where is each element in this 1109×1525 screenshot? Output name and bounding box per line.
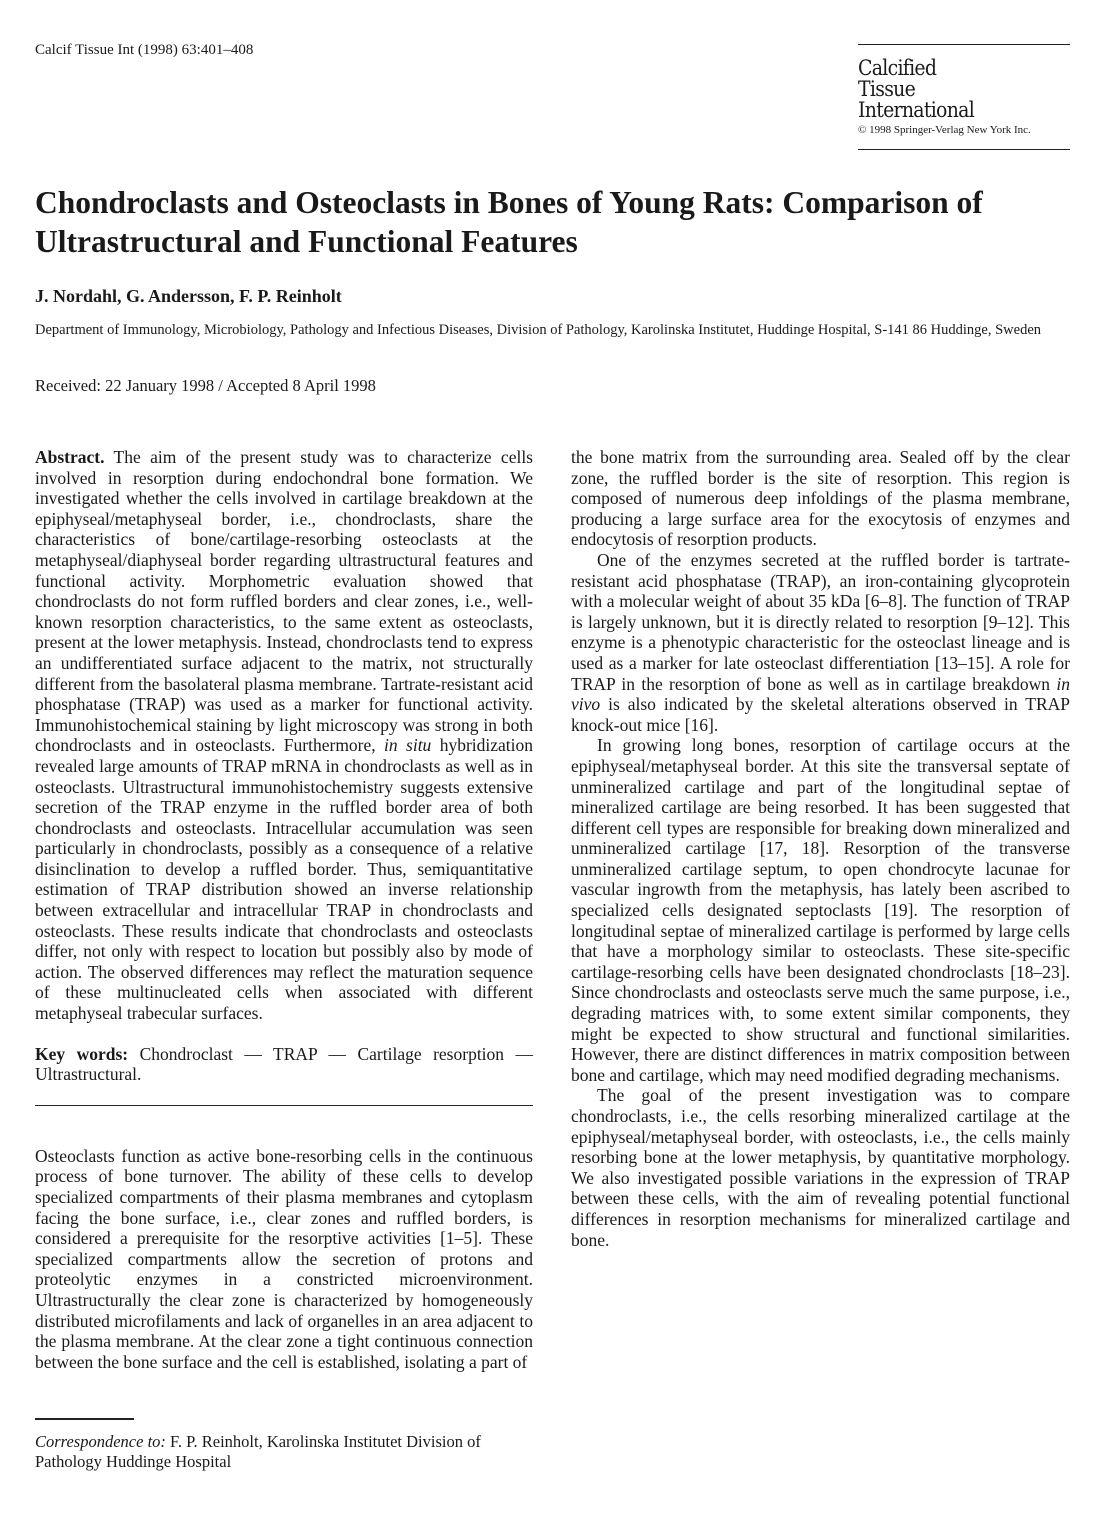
abstract-text: hybridization revealed large amounts of TRAP mRNA in chondroclasts as well as in osteoclasts. Ultrastructural immunohistochemistry suggests extensive secretion of the TRAP enzyme in the ruffled border area of both chondroclasts and osteoclasts. Intracellular accumulation was seen particularly in chondroclasts, possibly as a consequence of a relative disinclination to develop a ruffled border. Thus, semiquantitative estimation of TRAP distribution showed an inverse relationship between extracellular and intracellular TRAP in chondroclasts and osteoclasts. These results indicate that chondroclasts and osteoclasts differ, not only with respect to location but possibly also by mode of action. The observed differences may reflect the maturation sequence of these multinucleated cells when associated with different metaphyseal trabecular surfaces.: [35, 735, 533, 1024]
received-dates: Received: 22 January 1998 / Accepted 8 April 1998: [35, 376, 376, 395]
correspondence-footnote: [35, 1432, 533, 1472]
body-paragraph: In growing long bones, resorption of cartilage occurs at the epiphyseal/metaphyseal border. At this site the transversal septate of unmineralized cartilage and part of the longitudinal septae of mineralized cartilage are being resorbed. It has been suggested that different cell types are responsible for breaking down mineralized and unmineralized cartilage [17, 18]. Resorption of the transverse unmineralized cartilage septum, to open chondrocyte lacunae for vascular ingrowth from the metaphysis, has lately been ascribed to specialized cells designated septoclasts [19]. The resorption of longitudinal septae of mineralized cartilage is performed by large cells that have a morphology similar to osteoclasts. These site-specific cartilage-resorbing cells have been designated chondroclasts [18–23]. Since chondroclasts and osteoclasts serve much the same purpose, i.e., degrading matrices with, to some extent similar components, they might be expected to show structural and functional similarities. However, there are distinct differences in matrix composition between bone and cartilage, which may need modified degrading mechanisms.: [571, 735, 1070, 1085]
body-paragraph: [571, 550, 1070, 735]
abstract-text: The aim of the present study was to characterize cells involved in resorption during endochondral bone formation. We investigated whether the cells involved in cartilage breakdown at the epiphyseal/metaphyseal border, i.e., chondroclasts, share the characteristics of bone/cartilage-resorbing osteoclasts at the metaphyseal/diaphyseal border regarding ultrastructural features and functional activity. Morphometric evaluation showed that chondroclasts do not form ruffled borders and clear zones, i.e., well-known resorption characteristics, to the same extent as osteoclasts, present at the lower metaphysis. Instead, chondroclasts tend to express an undifferentiated surface adjacent to the matrix, not structurally different from the basolateral plasma membrane. Tartrate-resistant acid phosphatase (TRAP) was used as a marker for functional activity. Immunohistochemical staining by light microscopy was strong in both chondroclasts and in osteoclasts. Furthermore,: [35, 447, 533, 756]
abstract-label: Abstract.: [35, 447, 105, 467]
left-column: [35, 447, 533, 1372]
author-list: J. Nordahl, G. Andersson, F. P. Reinholt: [35, 286, 342, 306]
intro-paragraph: Osteoclasts function as active bone-resorbing cells in the continuous process of bone turnover. The ability of these cells to develop specialized compartments of their plasma membranes and cytoplasm facing the bone surface, i.e., clear zones and ruffled borders, is considered a prerequisite for the resorptive activities [1–5]. These specialized compartments allow the secretion of protons and proteolytic enzymes in a constricted microenvironment. Ultrastructurally the clear zone is characterized by homogeneously distributed microfilaments and lack of organelles in an area adjacent to the plasma membrane. At the clear zone a tight continuous connection between the bone surface and the cell is established, isolating a part of: [35, 1145, 533, 1372]
abstract-italic: in situ: [384, 735, 432, 756]
abstract: [35, 447, 533, 1024]
right-column: [571, 447, 1070, 1250]
author-affiliation: Department of Immunology, Microbiology, Pathology and Infectious Diseases, Division of Pathology, Karolinska Institutet, Huddinge Hospital, S-141 86 Huddinge, Sweden: [35, 322, 1042, 338]
body-paragraph: The goal of the present investigation was to compare chondroclasts, i.e., the cells resorbing mineralized cartilage at the epiphyseal/metaphyseal border, with osteoclasts, i.e., the cells mainly resorbing bone at the lower metaphysis, by quantitative morphology. We also investigated possible variations in the expression of TRAP between these cells, with the aim of revealing potential functional differences in resorption mechanisms for mineralized cartilage and bone.: [571, 1085, 1070, 1250]
copyright-notice: © 1998 Springer-Verlag New York Inc.: [858, 124, 1031, 136]
section-divider: [35, 1105, 533, 1106]
footnote-text: F. P. Reinholt, Karolinska Institutet Division of Pathology Huddinge Hospital: [35, 1432, 481, 1471]
journal-name: [858, 58, 1049, 121]
journal-logo: [858, 44, 1070, 150]
journal-citation: Calcif Tissue Int (1998) 63:401–408: [35, 42, 254, 58]
journal-name-line: International: [858, 98, 975, 122]
journal-name-line: Calcified: [858, 56, 937, 80]
intro-paragraph-continued: the bone matrix from the surrounding area. Sealed off by the clear zone, the ruffled border is the site of resorption. This region is composed of numerous deep infoldings of the plasma membrane, producing a large surface area for the exocytosis of enzymes and endocytosis of resorption products.: [571, 447, 1070, 550]
keywords-label: Key words:: [35, 1043, 129, 1064]
body-text: One of the enzymes secreted at the ruffled border is tartrate-resistant acid phosphatase (TRAP), an iron-containing glycoprotein with a molecular weight of about 35 kDa [6–8]. The function of TRAP is largely unknown, but it is directly related to resorption [9–12]. This enzyme is a phenotypic characteristic for the osteoclast lineage and is used as a marker for late osteoclast differentiation [13–15]. A role for TRAP in the resorption of bone as well as in cartilage breakdown: [571, 549, 1070, 694]
footnote-rule: [35, 1418, 134, 1420]
keywords-text: Chondroclast — TRAP — Cartilage resorption — Ultrastructural.: [35, 1043, 534, 1085]
article-title: Chondroclasts and Osteoclasts in Bones of Young Rats: Comparison of Ultrastructural and Functional Features: [35, 185, 983, 259]
body-text: is also indicated by the skeletal alterations observed in TRAP knock-out mice [16].: [571, 694, 1070, 735]
body-italic: in vivo: [571, 673, 1070, 715]
footnote-label: Correspondence to:: [35, 1432, 166, 1451]
keywords: [35, 1044, 533, 1085]
journal-name-line: Tissue: [858, 77, 916, 101]
